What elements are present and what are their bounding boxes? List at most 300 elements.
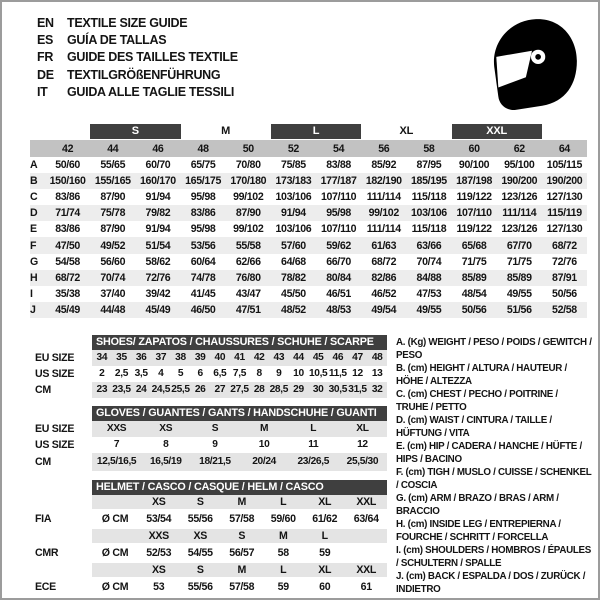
value-cell: 83/86 <box>55 191 80 204</box>
value-cell: 50/60 <box>55 159 80 172</box>
value-cell: 49/54 <box>371 303 397 316</box>
value-cell: 43/47 <box>235 287 261 300</box>
legend-item-E: E. (cm) HIP / CADERA / HANCHE / HÜFTE / HIPS / BACINO <box>396 441 582 465</box>
value-cell: 2 <box>99 368 105 379</box>
value-cell: 59 <box>277 581 289 593</box>
value-cell: 54/55 <box>187 547 213 559</box>
value-cell: 32 <box>367 382 387 398</box>
value-cell: 65/75 <box>190 159 216 172</box>
standard-label: ECE <box>35 581 56 593</box>
value-cell: 127/130 <box>546 223 583 236</box>
value-cell: 51/56 <box>506 303 532 316</box>
value-cell: 47/53 <box>416 287 442 300</box>
value-cell: 8 <box>256 368 262 379</box>
value-cell: 24 <box>131 382 151 398</box>
language-item <box>37 32 238 49</box>
value-cell: 91/94 <box>145 223 171 236</box>
value-cell: 35 <box>112 350 132 366</box>
value-cell: 49/55 <box>506 287 532 300</box>
value-cell: 90/100 <box>458 159 490 172</box>
value-cell: 53 <box>153 581 165 593</box>
value-cell: 67/70 <box>506 239 532 252</box>
value-cell: 52/58 <box>552 303 577 316</box>
shoes-size-table <box>30 335 387 398</box>
language-item <box>37 84 238 101</box>
measurement-legend <box>396 336 592 596</box>
value-cell: 64/68 <box>281 255 306 268</box>
value-cell: L <box>289 421 338 437</box>
value-cell: 55/56 <box>187 581 213 593</box>
size-cell: XXL <box>346 563 388 577</box>
value-cell: M <box>240 421 289 437</box>
language-item <box>37 67 238 84</box>
value-cell: 16,5/19 <box>141 453 190 471</box>
size-cell: 46 <box>152 142 164 155</box>
value-cell: 40 <box>210 350 230 366</box>
value-cell: 37 <box>151 350 171 366</box>
value-cell: 87/90 <box>100 191 126 204</box>
gloves-size-table <box>30 406 387 471</box>
value-cell: 173/183 <box>275 175 312 188</box>
row-label: D <box>30 207 38 220</box>
value-cell: 182/190 <box>365 175 402 188</box>
size-cell: XXL <box>346 495 388 509</box>
value-cell: 107/110 <box>320 223 357 236</box>
unit-spacer <box>92 495 138 509</box>
value-cell: 150/160 <box>49 175 86 188</box>
legend-item-C: C. (cm) CHEST / PECHO / POITRINE / TRUHE / PETTO <box>396 389 558 413</box>
value-cell: 3,5 <box>134 368 148 379</box>
value-cell: 35/38 <box>55 287 80 300</box>
value-cell: 45/50 <box>281 287 306 300</box>
measure-row-I <box>30 286 587 302</box>
shoes-table-title: SHOES/ ZAPATOS / CHAUSSURES / SCHUHE / SCARPE <box>92 335 387 350</box>
size-cell: 42 <box>62 142 74 155</box>
size-cell: 60 <box>468 142 480 155</box>
value-cell: 55/58 <box>235 239 261 252</box>
value-cell: 56/60 <box>100 255 126 268</box>
value-cell: 111/114 <box>502 207 537 220</box>
value-cell: 60/64 <box>190 255 216 268</box>
value-cell: 190/200 <box>546 175 583 188</box>
value-cell: 165/175 <box>185 175 221 188</box>
racing-helmet-icon <box>479 14 585 116</box>
size-group-M: M <box>221 125 231 137</box>
value-cell: 107/110 <box>456 207 492 220</box>
value-cell: 46/52 <box>371 287 397 300</box>
textile-size-table <box>30 124 587 318</box>
unit-label: Ø CM <box>101 581 129 593</box>
value-cell: 85/89 <box>506 271 532 284</box>
standard-label: CMR <box>35 547 59 559</box>
value-cell: 99/102 <box>233 223 264 236</box>
value-cell: 51/54 <box>145 239 171 252</box>
language-code: EN <box>37 16 54 30</box>
size-cell: 62 <box>513 142 525 155</box>
value-cell: 83/86 <box>55 223 80 236</box>
value-cell: 66/70 <box>326 255 351 268</box>
value-cell: 95/98 <box>190 223 216 236</box>
row-label: J <box>30 303 36 316</box>
value-cell: 61/62 <box>312 513 338 525</box>
value-cell: 46/50 <box>190 303 216 316</box>
value-cell: 12 <box>352 368 363 379</box>
helmet-size-row-FIA <box>30 495 387 509</box>
value-cell: 39 <box>190 350 210 366</box>
row-label: US SIZE <box>30 366 92 382</box>
value-cell: 39/42 <box>145 287 171 300</box>
size-cell: S <box>180 495 222 509</box>
value-cell: 59/62 <box>326 239 351 252</box>
value-cell: 30,5 <box>328 382 348 398</box>
row-label: F <box>30 239 37 252</box>
value-cell: 10 <box>293 368 304 379</box>
size-cell: M <box>263 529 305 543</box>
value-cell: 46/51 <box>326 287 351 300</box>
value-cell: 49/52 <box>100 239 126 252</box>
language-code: ES <box>37 33 54 48</box>
helmet-size-row-CMR <box>30 529 387 543</box>
value-cell: 11,5 <box>328 368 347 379</box>
size-cell: XS <box>138 495 180 509</box>
value-cell: 59/60 <box>270 513 296 525</box>
gloves-table-title: GLOVES / GUANTES / GANTS / HANDSCHUHE / GUANTI <box>92 406 387 421</box>
value-cell: 18/21,5 <box>190 453 239 471</box>
value-cell: 56/57 <box>229 547 255 559</box>
value-cell: 28 <box>249 382 269 398</box>
value-cell: 61 <box>360 581 372 593</box>
value-cell: 85/89 <box>461 271 487 284</box>
size-cell: XS <box>180 529 222 543</box>
size-cell: M <box>221 495 263 509</box>
measure-row-A <box>30 157 587 173</box>
size-row-eu-size <box>30 421 387 437</box>
value-cell: 2,5 <box>114 368 129 379</box>
value-cell: 43 <box>269 350 289 366</box>
value-cell: 5 <box>177 368 184 379</box>
value-cell: 105/115 <box>546 159 583 172</box>
value-cell: 47/50 <box>55 239 80 252</box>
size-cell: 50 <box>242 142 254 155</box>
size-group-XXL: XXL <box>452 124 542 139</box>
value-cell: 71/75 <box>461 255 487 268</box>
unit-label: Ø CM <box>101 547 129 559</box>
value-cell: S <box>190 421 239 437</box>
value-cell: 107/110 <box>320 191 357 204</box>
value-cell: 79/82 <box>145 207 171 220</box>
size-cell: 48 <box>197 142 209 155</box>
value-cell: 48 <box>367 350 387 366</box>
value-cell: 72/76 <box>145 271 171 284</box>
value-cell: 28,5 <box>269 382 289 398</box>
value-cell: 8 <box>163 439 169 450</box>
value-cell: 10 <box>258 439 270 450</box>
value-cell: 95/100 <box>504 159 535 172</box>
value-cell: 71/74 <box>55 207 80 220</box>
size-row-cm <box>30 453 387 471</box>
value-cell: 9 <box>276 368 282 379</box>
value-cell: 123/126 <box>501 191 538 204</box>
value-cell: 119/122 <box>456 223 492 236</box>
value-cell: 60 <box>319 581 331 593</box>
value-cell: 27 <box>210 382 230 398</box>
value-cell: 99/102 <box>368 207 399 220</box>
helmet-value-row-CMR <box>30 543 387 563</box>
unit-spacer <box>92 563 138 577</box>
size-cell: S <box>221 529 263 543</box>
size-cell: M <box>221 563 263 577</box>
value-cell: 26 <box>190 382 210 398</box>
size-cell: 44 <box>107 142 119 155</box>
value-cell: 83/88 <box>326 159 351 172</box>
measure-row-H <box>30 270 587 286</box>
measure-row-B <box>30 173 587 189</box>
size-cell <box>346 529 388 543</box>
value-cell: 45/49 <box>55 303 80 316</box>
value-cell: 85/92 <box>371 159 397 172</box>
helmet-value-row-ECE <box>30 577 387 597</box>
size-cell: 52 <box>287 142 299 155</box>
value-cell: 25,5 <box>171 382 191 398</box>
value-cell: XS <box>141 421 190 437</box>
row-label: E <box>30 223 37 236</box>
value-cell: 45/49 <box>145 303 171 316</box>
value-cell: 4 <box>158 368 164 379</box>
value-cell: 48/53 <box>326 303 351 316</box>
value-cell: 58/62 <box>145 255 171 268</box>
language-code: FR <box>37 50 54 65</box>
value-cell: 31,5 <box>348 382 368 398</box>
size-cell: 58 <box>423 142 435 155</box>
value-cell: 41 <box>230 350 250 366</box>
unit-label: Ø CM <box>101 513 129 525</box>
language-title: TEXTILE SIZE GUIDE <box>67 16 188 30</box>
row-label: A <box>30 159 38 172</box>
value-cell: 52/53 <box>146 547 172 559</box>
language-item <box>37 49 238 66</box>
value-cell: XXS <box>92 421 141 437</box>
value-cell: 71/75 <box>506 255 532 268</box>
value-cell: 36 <box>131 350 151 366</box>
value-cell: 44/48 <box>100 303 126 316</box>
size-group-row <box>30 124 587 139</box>
value-cell: 111/114 <box>366 223 401 236</box>
legend-item-J: J. (cm) BACK / ESPALDA / DOS / ZURÜCK / INDIETRO <box>396 571 586 595</box>
value-cell: 87/91 <box>552 271 577 284</box>
size-cell: 56 <box>378 142 390 155</box>
value-cell: 13 <box>371 368 383 379</box>
size-row-us-size <box>30 437 387 453</box>
value-cell: 63/64 <box>353 513 379 525</box>
value-cell: 95/98 <box>326 207 351 220</box>
value-cell: 111/114 <box>366 191 401 204</box>
value-cell: 6,5 <box>213 368 227 379</box>
value-cell: 65/68 <box>461 239 487 252</box>
language-code: DE <box>37 67 54 82</box>
size-header-row <box>30 140 587 157</box>
size-cell: XS <box>138 563 180 577</box>
value-cell: 46 <box>328 350 348 366</box>
value-cell: 160/170 <box>139 175 176 188</box>
value-cell: 6 <box>197 368 203 379</box>
value-cell: 80/84 <box>326 271 351 284</box>
size-cell: L <box>263 563 305 577</box>
value-cell: 70/74 <box>416 255 442 268</box>
row-label: EU SIZE <box>30 421 92 437</box>
value-cell: 103/106 <box>275 191 312 204</box>
size-cell: S <box>180 563 222 577</box>
language-list <box>37 15 238 101</box>
value-cell: 61/63 <box>371 239 397 252</box>
value-cell: 87/90 <box>235 207 261 220</box>
size-cell: 64 <box>558 142 570 155</box>
value-cell: 87/95 <box>416 159 442 172</box>
value-cell: 68/72 <box>552 239 577 252</box>
row-label: C <box>30 191 38 204</box>
value-cell: 47/51 <box>235 303 261 316</box>
value-cell: 84/88 <box>416 271 442 284</box>
measure-row-G <box>30 254 587 270</box>
helmet-table-title: HELMET / CASCO / CASQUE / HELM / CASCO <box>92 480 387 495</box>
value-cell: 10,5 <box>308 368 328 379</box>
value-cell: XL <box>338 421 387 437</box>
size-cell: XXS <box>138 529 180 543</box>
value-cell: 23 <box>92 382 112 398</box>
value-cell: 53/54 <box>146 513 172 525</box>
value-cell: 70/74 <box>100 271 126 284</box>
legend-item-G: G. (cm) ARM / BRAZO / BRAS / ARM / BRACCIO <box>396 493 559 517</box>
measure-row-C <box>30 189 587 205</box>
legend-item-B: B. (cm) HEIGHT / ALTURA / HAUTEUR / HÖHE / ALTEZZA <box>396 363 567 387</box>
size-group-S: S <box>90 124 180 139</box>
value-cell: 91/94 <box>145 191 171 204</box>
value-cell: 7,5 <box>232 368 247 379</box>
measure-row-J <box>30 302 587 318</box>
language-item <box>37 15 238 32</box>
unit-spacer <box>92 529 138 543</box>
value-cell: 41/45 <box>190 287 216 300</box>
value-cell: 91/94 <box>281 207 306 220</box>
row-label: I <box>30 287 33 300</box>
row-label: EU SIZE <box>30 350 92 366</box>
value-cell: 68/72 <box>55 271 80 284</box>
value-cell: 72/76 <box>552 255 577 268</box>
value-cell: 54/58 <box>55 255 80 268</box>
legend-item-H: H. (cm) INSIDE LEG / ENTREPIERNA / FOURCHE / SCHRITT / FORCELLA <box>396 519 561 543</box>
value-cell: 119/122 <box>456 191 492 204</box>
value-cell: 57/60 <box>281 239 306 252</box>
value-cell: 58 <box>277 547 289 559</box>
language-title: GUÍA DE TALLAS <box>67 33 167 48</box>
standard-label: FIA <box>35 513 52 525</box>
value-cell: 25,5/30 <box>338 453 387 471</box>
value-cell: 63/66 <box>416 239 442 252</box>
row-label: H <box>30 271 38 284</box>
value-cell: 27,5 <box>230 382 250 398</box>
value-cell: 20/24 <box>240 453 289 471</box>
value-cell: 103/106 <box>275 223 312 236</box>
value-cell: 177/187 <box>320 175 357 188</box>
value-cell: 99/102 <box>233 191 264 204</box>
value-cell: 23,5 <box>112 382 132 398</box>
value-cell: 47 <box>348 350 368 366</box>
size-row-us-size <box>30 366 387 382</box>
value-cell: 45 <box>308 350 328 366</box>
size-row-eu-size <box>30 350 387 366</box>
value-cell: 115/119 <box>547 207 582 220</box>
value-cell: 59 <box>319 547 331 559</box>
row-label: US SIZE <box>30 437 92 453</box>
size-cell: L <box>304 529 346 543</box>
value-cell: 55/56 <box>187 513 213 525</box>
value-cell: 60/70 <box>145 159 171 172</box>
language-title: GUIDE DES TAILLES TEXTILE <box>67 50 238 65</box>
value-cell: 95/98 <box>190 191 216 204</box>
size-cell: L <box>263 495 305 509</box>
value-cell: 30 <box>308 382 328 398</box>
value-cell: 9 <box>212 439 218 450</box>
measure-row-D <box>30 205 587 221</box>
size-group-L: L <box>271 124 361 139</box>
value-cell: 68/72 <box>371 255 397 268</box>
value-cell: 37/40 <box>100 287 126 300</box>
value-cell: 185/195 <box>410 175 447 188</box>
value-cell: 48/54 <box>461 287 487 300</box>
value-cell: 74/78 <box>190 271 216 284</box>
value-cell: 87/90 <box>100 223 126 236</box>
row-label: B <box>30 175 38 188</box>
value-cell: 62/66 <box>235 255 261 268</box>
row-label: CM <box>30 453 92 471</box>
value-cell: 42 <box>249 350 269 366</box>
size-cell: 54 <box>333 142 345 155</box>
language-title: GUIDA ALLE TAGLIE TESSILI <box>67 84 235 99</box>
legend-item-A: A. (Kg) WEIGHT / PESO / POIDS / GEWITCH / PESO <box>396 337 592 361</box>
helmet-size-table <box>30 480 387 597</box>
size-row-cm <box>30 382 387 398</box>
helmet-size-row-ECE <box>30 563 387 577</box>
value-cell: 24,5 <box>151 382 171 398</box>
value-cell: 76/80 <box>235 271 261 284</box>
value-cell: 48/52 <box>281 303 306 316</box>
value-cell: 75/85 <box>281 159 306 172</box>
value-cell: 12,5/16,5 <box>92 453 141 471</box>
helmet-value-row-FIA <box>30 509 387 529</box>
value-cell: 7 <box>113 439 120 450</box>
value-cell: 82/86 <box>371 271 397 284</box>
value-cell: 23/26,5 <box>289 453 338 471</box>
value-cell: 49/55 <box>416 303 442 316</box>
value-cell: 123/126 <box>501 223 538 236</box>
value-cell: 50/56 <box>552 287 577 300</box>
value-cell: 11 <box>308 439 319 450</box>
measure-row-F <box>30 237 587 253</box>
value-cell: 78/82 <box>281 271 306 284</box>
value-cell: 38 <box>171 350 191 366</box>
value-cell: 187/198 <box>456 175 492 188</box>
value-cell: 115/118 <box>411 191 447 204</box>
value-cell: 103/106 <box>410 207 447 220</box>
value-cell: 12 <box>357 439 368 450</box>
value-cell: 50/56 <box>461 303 487 316</box>
value-cell: 190/200 <box>501 175 538 188</box>
value-cell: 57/58 <box>229 581 255 593</box>
value-cell: 44 <box>289 350 309 366</box>
value-cell: 53/56 <box>190 239 216 252</box>
value-cell: 75/78 <box>100 207 126 220</box>
size-cell: XL <box>304 563 346 577</box>
legend-item-D: D. (cm) WAIST / CINTURA / TAILLE / HÜFTUNG / VITA <box>396 415 552 439</box>
